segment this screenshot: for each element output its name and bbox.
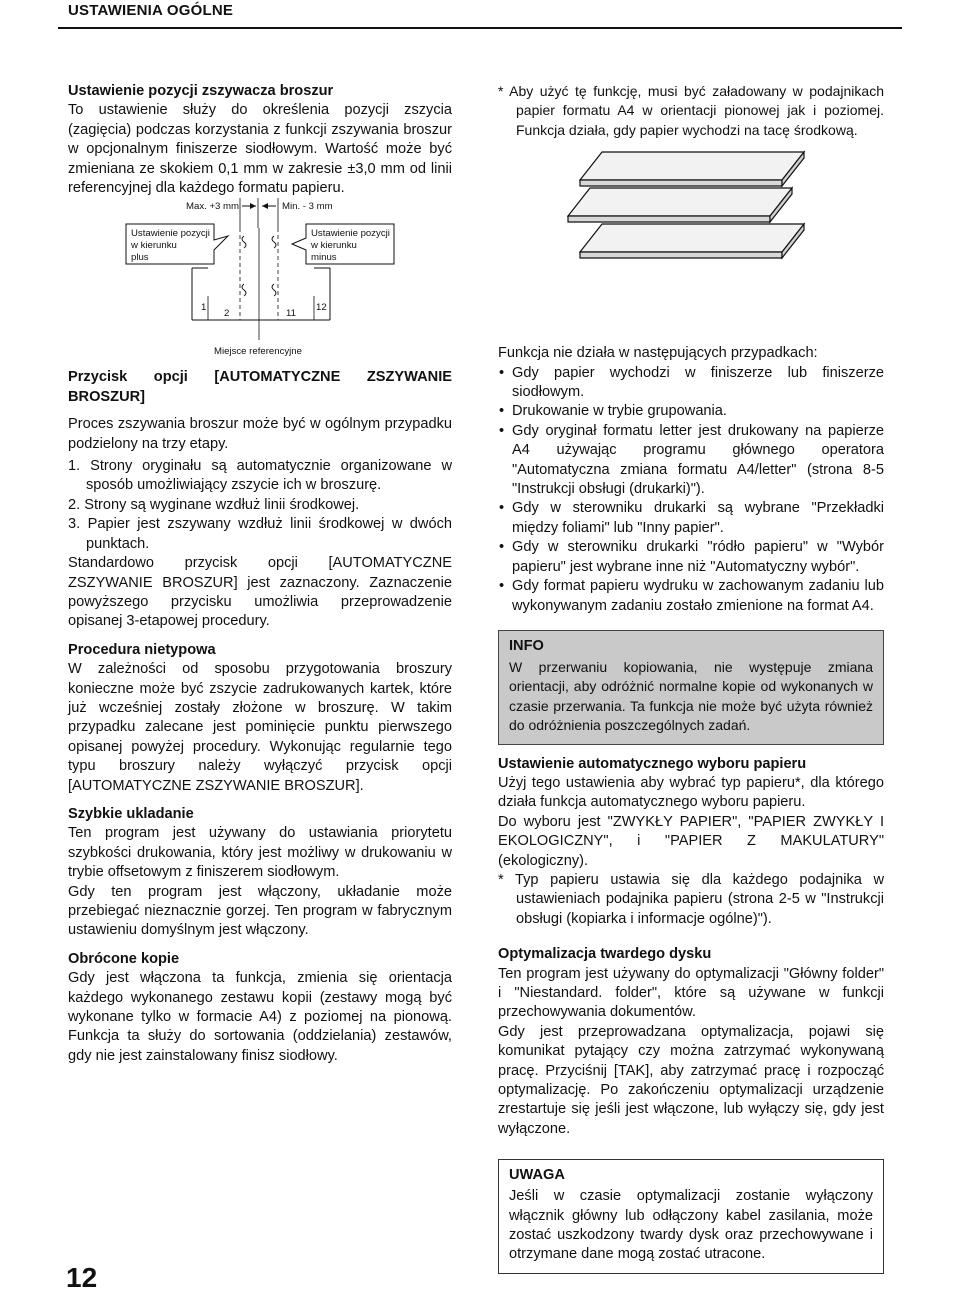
diagram-max-label: Max. +3 mm [186, 201, 240, 213]
auto-paper-body-1: Użyj tego ustawienia aby wybrać typ papieru*, dla którego działa funkcja automatycznego wyboru papieru. [498, 774, 884, 811]
diagram-minus-line1: Ustawienie pozycji [311, 228, 390, 240]
section-title-auto-stapling: Przycisk opcji [AUTOMATYCZNE ZSZYWANIE BROSZUR] [68, 369, 452, 405]
rotated-copies-footnote: * Aby użyć tę funkcję, musi być załadowany w podajnikach papier formatu A4 w orientacji pionowej jak i poziomej. Funkcja działa, gdy papier wychodzi na tacę środkową. [498, 83, 884, 138]
list-item: • Gdy w sterowniku drukarki są wybrane "Przekładki między foliami" lub "Inny papier". [498, 499, 884, 538]
offset-stack-illustration [498, 142, 884, 272]
diagram-plus-line2: w kierunku [131, 240, 177, 252]
header-title: USTAWIENIA OGÓLNE [68, 2, 234, 19]
section-title-rotated-copies: Obrócone kopie [68, 950, 180, 967]
auto-stapling-step-2: 2. Strony są wyginane wzdłuż linii środkowej. [68, 496, 360, 513]
staple-position-body: To ustawienie służy do określenia pozycji zszycia (zagięcia) podczas korzystania z funkcji zszywania broszur w opcjonalnym finiszerze siodłowym. Wartość może być zmieniana ze skokiem 0,1 mm w zakresie ±3,0 mm od linii referencyjnej dla każdego formatu papieru. [68, 102, 452, 197]
right-column [498, 82, 884, 1274]
warning-box [498, 1159, 884, 1274]
list-item: • Gdy format papieru wydruku w zachowanym zadaniu lub wykonywanym zadaniu zostało zmienione na format A4. [498, 577, 884, 616]
section-title-disk-optimization: Optymalizacja twardego dysku [498, 946, 712, 963]
info-box-body: W przerwaniu kopiowania, nie występuje zmiana orientacji, aby odróżnić normalne kopie od wykonanych w czasie przerwania. Ta funkcja nie może być użyta również do odróżnienia poszczególnych zadań. [509, 658, 873, 734]
section-title-staple-position: Ustawienie pozycji zszywacza broszur [68, 83, 334, 99]
auto-paper-note: * Typ papieru ustawia się dla każdego podajnika w ustawieniach podajnika papieru (strona 2-5 w "Instrukcji obsługi (kopiarka i informacje ogólne)"). [498, 871, 884, 927]
warning-box-title: UWAGA [509, 1167, 565, 1184]
diagram-page-12: 12 [316, 302, 327, 314]
auto-stapling-step-3: 3. Papier jest zszywany wzdłuż linii środkowej w dwóch punktach. [68, 516, 452, 552]
diagram-reference-label: Miejsce referencyjne [214, 346, 302, 358]
section-title-atypical-procedure: Procedura nietypowa [68, 641, 216, 658]
header-rule [58, 27, 902, 29]
diagram-plus-line1: Ustawienie pozycji [131, 228, 210, 240]
diagram-min-label: Min. - 3 mm [282, 201, 333, 213]
list-item: • Drukowanie w trybie grupowania. [498, 402, 884, 421]
page-header [0, 0, 960, 20]
rotated-copies-body: Gdy jest włączona ta funkcja, zmienia się orientacja każdego wykonanego zestawu kopii (zestawy mogą być wykonane tylko w formacie A4) z poziomej na pionową. Funkcja ta służy do sortowania (oddzielania) zestawów, gdy nie jest zainstalowany finisz siodłowy. [68, 970, 452, 1064]
diagram-page-11: 11 [286, 308, 296, 320]
warning-box-body: Jeśli w czasie optymalizacji zostanie wyłączony włącznik główny lub odłączony kabel zasilania, może zostać uszkodzony twardy dysk oraz przechowywane i otrzymane dane mogą zostać utracone. [509, 1188, 873, 1263]
diagram-page-2: 2 [224, 308, 230, 320]
not-working-intro: Funkcja nie działa w następujących przypadkach: [498, 345, 818, 362]
section-title-auto-paper: Ustawienie automatycznego wyboru papieru [498, 755, 807, 772]
atypical-procedure-body: W zależności od sposobu przygotowania broszury konieczne może być zszycie zadrukowanych kartek, które już wcześniej zostały złożone w broszurę. W takim przypadku zalecane jest pominięcie punktu pierwszego opisanej powyżej procedury. Wykonując regularnie tego typu broszury należy wyłączyć przycisk opcji [AUTOMATYCZNE ZSZYWANIE BROSZUR]. [68, 661, 452, 794]
list-item: • Gdy w sterowniku drukarki "ródło papieru" w "Wybór papieru" jest wybrane inne niż "Automatyczny wybór". [498, 538, 884, 577]
info-box-title: INFO [509, 637, 544, 654]
left-column [68, 82, 452, 1066]
auto-stapling-step-1: 1. Strony oryginału są automatycznie organizowane w sposób umożliwiający zszycie ich w broszurę. [68, 458, 452, 494]
section-title-fast-stacking: Szybkie ukladanie [68, 805, 194, 822]
not-working-list [498, 364, 884, 616]
auto-stapling-outro: Standardowo przycisk opcji [AUTOMATYCZNE ZSZYWANIE BROSZUR] jest zaznaczony. Zaznaczenie powyższego przycisku umożliwia przeprowadzenie opisanej 3-etapowej procedury. [68, 555, 452, 630]
list-item: • Gdy oryginał formatu letter jest drukowany na papierze A4 używając programu głównego operatora "Automatyczna zmiana formatu A4/letter" (strona 8-5 "Instrukcji obsługi (drukarki)"). [498, 422, 884, 500]
staple-position-diagram [68, 198, 452, 360]
diagram-page-1: 1 [201, 302, 207, 314]
diagram-minus-line3: minus [311, 252, 337, 264]
diagram-plus-line3: plus [131, 252, 149, 264]
fast-stacking-body-2: Gdy ten program jest włączony, układanie może przebiegać nieznacznie gorzej. Ten program w fabrycznym ustawieniu domyślnym jest włączony. [68, 883, 452, 939]
auto-stapling-intro: Proces zszywania broszur może być w ogólnym przypadku podzielony na trzy etapy. [68, 416, 452, 452]
disk-optimization-body-2: Gdy jest przeprowadzana optymalizacja, pojawi się komunikat pytający czy można zatrzymać wykonywaną pracę. Przyciśnij [TAK], aby zatrzymać pracę i rozpocząć optymalizację. Po zakończeniu optymalizacji urządzenie zrestartuje się jeśli jest włączone, lub wyłączy się, gdy jest wyłączone. [498, 1023, 884, 1137]
page-number: 12 [66, 1262, 98, 1293]
auto-paper-body-2: Do wyboru jest "ZWYKŁY PAPIER", "PAPIER ZWYKŁY I EKOLOGICZNY", i "PAPIER Z MAKULATURY" (ekologiczny). [498, 813, 884, 869]
fast-stacking-body-1: Ten program jest używany do ustawiania priorytetu szybkości drukowania, który jest możliwy w drukowaniu w trybie offsetowym z finiszerem siodłowym. [68, 825, 452, 881]
disk-optimization-body-1: Ten program jest używany do optymalizacji "Główny folder" i "Niestandard. folder", które są używane w funkcji przechowywania dokumentów. [498, 965, 884, 1021]
info-box [498, 630, 884, 745]
list-item: • Gdy papier wychodzi w finiszerze lub finiszerze siodłowym. [498, 364, 884, 403]
diagram-minus-line2: w kierunku [311, 240, 357, 252]
